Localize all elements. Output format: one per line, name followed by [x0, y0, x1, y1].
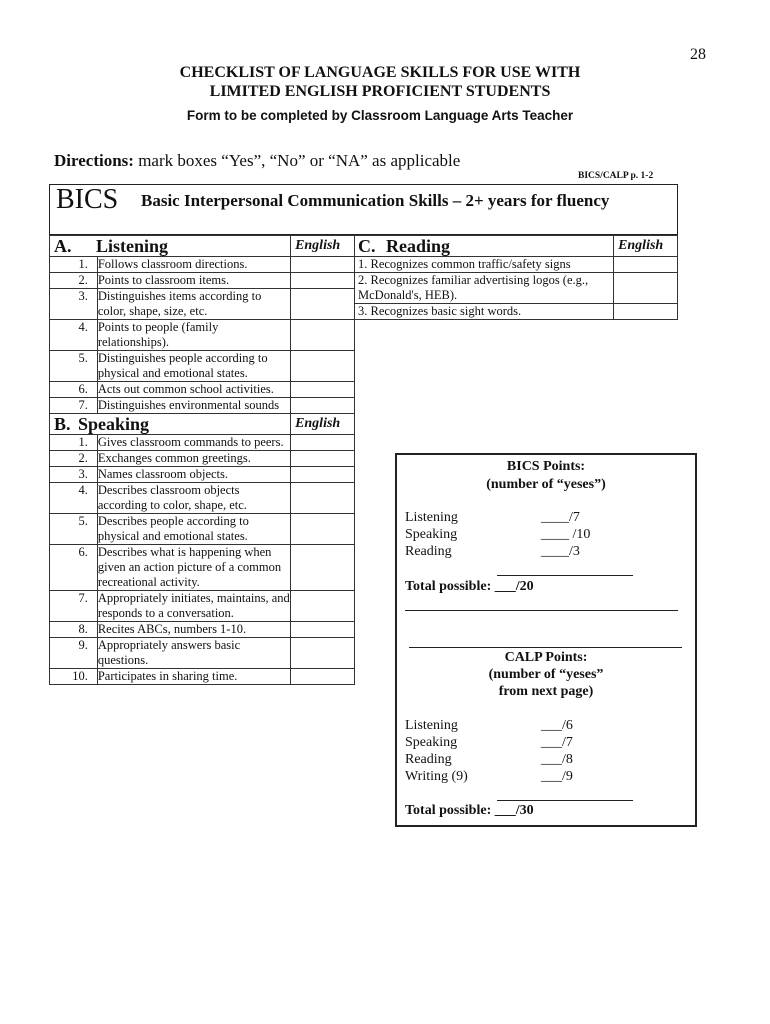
reading-table — [354, 235, 678, 320]
speaking-item-number: 3. — [50, 467, 98, 483]
speaking-english-checkbox[interactable] — [291, 591, 355, 622]
listening-item-row — [50, 273, 355, 289]
bics-points-subtitle: (number of “yeses”) — [486, 477, 606, 492]
speaking-english-checkbox[interactable] — [291, 435, 355, 451]
speaking-item-number: 1. — [50, 435, 98, 451]
speaking-item-text: Exchanges common greetings. — [97, 451, 290, 467]
speaking-item-row — [50, 622, 355, 638]
calp-listening-label: Listening — [405, 718, 458, 733]
speaking-header-row — [50, 414, 355, 435]
listening-speaking-table — [49, 235, 355, 685]
listening-item-row — [50, 320, 355, 351]
reading-item-text: 1. Recognizes common traffic/safety signs — [355, 257, 614, 273]
reading-english-checkbox[interactable] — [614, 304, 678, 320]
listening-item-text: Distinguishes people according to physical and emotional states. — [97, 351, 290, 382]
speaking-item-number: 5. — [50, 514, 98, 545]
listening-english-checkbox[interactable] — [291, 382, 355, 398]
listening-item-text: Distinguishes environmental sounds — [97, 398, 290, 414]
document-subtitle: Form to be completed by Classroom Language Arts Teacher — [186, 108, 574, 123]
speaking-english-checkbox[interactable] — [291, 514, 355, 545]
directions-text: mark boxes “Yes”, “No” or “NA” as applicable — [133, 151, 461, 170]
speaking-item-text: Describes classroom objects according to color, shape, etc. — [97, 483, 290, 514]
speaking-item-number: 9. — [50, 638, 98, 669]
listening-english-header: English — [291, 236, 355, 257]
speaking-item-row — [50, 545, 355, 591]
calp-reading-score: ___/8 — [541, 752, 573, 767]
speaking-english-checkbox[interactable] — [291, 622, 355, 638]
speaking-item-row — [50, 669, 355, 685]
calp-points-subtitle-2: from next page) — [498, 684, 594, 699]
speaking-item-text: Recites ABCs, numbers 1-10. — [97, 622, 290, 638]
listening-title: Listening — [96, 236, 169, 256]
speaking-item-number: 6. — [50, 545, 98, 591]
divider-rule-1 — [405, 610, 678, 611]
listening-item-number: 7. — [50, 398, 98, 414]
bics-label: BICS — [56, 184, 119, 215]
speaking-item-row — [50, 451, 355, 467]
listening-letter: A. — [54, 236, 72, 256]
bics-listening-score: ____/7 — [541, 510, 580, 525]
speaking-letter: B. — [54, 414, 71, 434]
speaking-item-number: 7. — [50, 591, 98, 622]
reading-english-checkbox[interactable] — [614, 257, 678, 273]
divider-rule-2 — [409, 647, 682, 648]
bics-speaking-label: Speaking — [405, 527, 458, 542]
speaking-english-checkbox[interactable] — [291, 467, 355, 483]
calp-total: Total possible: ___/30 — [405, 803, 534, 818]
calp-writing-label: Writing (9) — [405, 769, 468, 784]
speaking-english-header: English — [291, 414, 355, 435]
bics-points-title: BICS Points: — [506, 459, 586, 474]
speaking-item-number: 4. — [50, 483, 98, 514]
speaking-item-row — [50, 591, 355, 622]
directions — [54, 151, 460, 171]
reading-letter: C. — [358, 236, 376, 256]
listening-item-text: Points to people (family relationships). — [97, 320, 290, 351]
listening-header-row — [50, 236, 355, 257]
calp-speaking-score: ___/7 — [541, 735, 573, 750]
speaking-english-checkbox[interactable] — [291, 669, 355, 685]
listening-item-row — [50, 382, 355, 398]
listening-item-text: Points to classroom items. — [97, 273, 290, 289]
speaking-item-text: Participates in sharing time. — [97, 669, 290, 685]
listening-item-text: Acts out common school activities. — [97, 382, 290, 398]
listening-item-number: 5. — [50, 351, 98, 382]
reading-item-row — [355, 257, 678, 273]
reading-item-row — [355, 273, 678, 304]
page-number: 28 — [690, 46, 706, 63]
speaking-item-row — [50, 514, 355, 545]
listening-english-checkbox[interactable] — [291, 273, 355, 289]
listening-item-text: Follows classroom directions. — [97, 257, 290, 273]
speaking-item-text: Appropriately answers basic questions. — [97, 638, 290, 669]
listening-item-row — [50, 257, 355, 273]
bics-reading-label: Reading — [405, 544, 452, 559]
speaking-item-number: 2. — [50, 451, 98, 467]
speaking-english-checkbox[interactable] — [291, 638, 355, 669]
listening-item-number: 1. — [50, 257, 98, 273]
bics-reading-score: ____/3 — [541, 544, 580, 559]
directions-lead: Directions: — [54, 151, 134, 170]
listening-item-number: 4. — [50, 320, 98, 351]
calp-speaking-label: Speaking — [405, 735, 458, 750]
listening-item-row — [50, 289, 355, 320]
bics-speaking-score: ____ /10 — [541, 527, 591, 542]
bics-listening-label: Listening — [405, 510, 458, 525]
speaking-item-row — [50, 638, 355, 669]
speaking-item-number: 8. — [50, 622, 98, 638]
speaking-item-row — [50, 467, 355, 483]
listening-item-row — [50, 398, 355, 414]
bics-sum-rule — [497, 575, 633, 576]
calp-points-subtitle: (number of “yeses” — [488, 667, 604, 682]
speaking-english-checkbox[interactable] — [291, 451, 355, 467]
bics-description: Basic Interpersonal Communication Skills – 2+ years for fluency — [141, 191, 610, 210]
calp-listening-score: ___/6 — [541, 718, 573, 733]
speaking-item-text: Describes what is happening when given an action picture of a common recreational activity. — [97, 545, 290, 591]
speaking-item-text: Names classroom objects. — [97, 467, 290, 483]
reading-title: Reading — [386, 236, 451, 256]
bics-total: Total possible: ___/20 — [405, 579, 534, 594]
speaking-item-text: Appropriately initiates, maintains, and responds to a conversation. — [97, 591, 290, 620]
reading-english-header: English — [614, 236, 678, 257]
speaking-item-row — [50, 435, 355, 451]
listening-item-text: Distinguishes items according to color, shape, size, etc. — [97, 289, 290, 320]
document-title-line-1: CHECKLIST OF LANGUAGE SKILLS FOR USE WITH — [179, 64, 581, 81]
calp-sum-rule — [497, 800, 633, 801]
reading-item-text: 3. Recognizes basic sight words. — [355, 304, 614, 320]
reading-item-text: 2. Recognizes familiar advertising logos (e.g., McDonald's, HEB). — [355, 273, 614, 304]
listening-item-row — [50, 351, 355, 382]
speaking-english-checkbox[interactable] — [291, 545, 355, 591]
speaking-item-number: 10. — [50, 669, 98, 685]
listening-item-number: 3. — [50, 289, 98, 320]
listening-item-number: 2. — [50, 273, 98, 289]
reading-english-checkbox[interactable] — [614, 273, 678, 304]
speaking-item-row — [50, 483, 355, 514]
calp-points-title: CALP Points: — [504, 650, 588, 665]
reading-header-row — [355, 236, 678, 257]
reading-item-row — [355, 304, 678, 320]
speaking-title: Speaking — [78, 414, 150, 434]
page-reference: BICS/CALP p. 1-2 — [578, 171, 654, 181]
speaking-english-checkbox[interactable] — [291, 483, 355, 514]
calp-writing-score: ___/9 — [541, 769, 573, 784]
speaking-item-text: Gives classroom commands to peers. — [97, 435, 290, 451]
listening-english-checkbox[interactable] — [291, 398, 355, 414]
listening-english-checkbox[interactable] — [291, 289, 355, 320]
listening-english-checkbox[interactable] — [291, 257, 355, 273]
listening-item-number: 6. — [50, 382, 98, 398]
listening-english-checkbox[interactable] — [291, 351, 355, 382]
calp-reading-label: Reading — [405, 752, 452, 767]
speaking-item-text: Describes people according to physical and emotional states. — [97, 514, 290, 545]
listening-english-checkbox[interactable] — [291, 320, 355, 351]
document-title-line-2: LIMITED ENGLISH PROFICIENT STUDENTS — [209, 83, 551, 100]
